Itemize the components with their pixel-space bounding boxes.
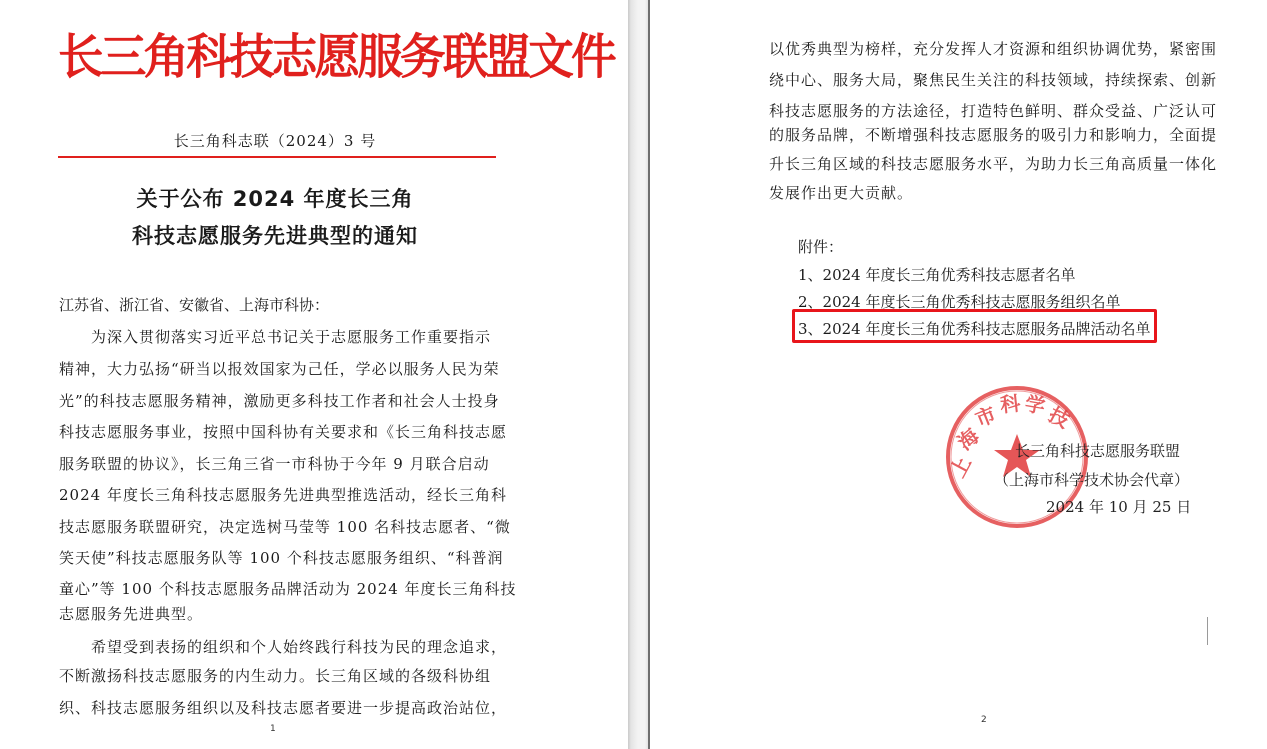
body-line: 为深入贯彻落实习近平总书记关于志愿服务工作重要指示 [91,328,492,346]
body-line: 绕中心、服务大局，聚焦民生关注的科技领域，持续探索、创新 [769,71,1218,89]
page-number: 1 [270,724,276,734]
attachment-item: 1、2024 年度长三角优秀科技志愿者名单 [798,266,1076,284]
document-header: 长三角科技志愿服务联盟文件 [58,29,614,85]
body-line: 志愿服务先进典型。 [59,605,204,623]
seal-char: 学 [1023,391,1047,419]
attachment-item: 2、2024 年度长三角优秀科技志愿服务组织名单 [798,293,1121,311]
body-line: 笑天使”科技志愿服务队等 100 个科技志愿服务组织、“科普润 [59,549,504,567]
document-page-2 [650,0,1267,749]
document-page-1 [0,0,628,749]
addressee: 江苏省、浙江省、安徽省、上海市科协： [59,296,330,314]
body-line: 精神，大力弘扬“研当以报效国家为己任，学必以服务人民为荣 [59,360,500,378]
body-line: 发展作出更大贡献。 [769,184,914,202]
seal-char: 科 [999,391,1022,417]
header-divider [58,156,496,158]
edge-mark [1207,617,1208,645]
body-line: 不断激扬科技志愿服务的内生动力。长三角区域的各级科协组 [59,667,492,685]
body-line: 织、科技志愿服务组织以及科技志愿者要进一步提高政治站位， [59,699,508,717]
seal-char: 上 [945,452,976,482]
body-line: 科技志愿服务的方法途径，打造特色鲜明、群众受益、广泛认可 [769,102,1218,120]
body-line: 科技志愿服务事业，按照中国科协有关要求和《长三角科技志愿 [59,423,508,441]
body-line: 服务联盟的协议》，长三角三省一市科协于今年 9 月联合启动 [59,455,490,473]
title-line-2: 科技志愿服务先进典型的通知 [132,224,418,248]
body-line: 的服务品牌，不断增强科技志愿服务的吸引力和影响力，全面提 [769,126,1218,144]
signature: 长三角科技志愿服务联盟 [1015,442,1181,460]
body-line: 希望受到表扬的组织和个人始终践行科技为民的理念追求， [91,638,508,656]
page-number: 2 [981,715,987,725]
body-line: 2024 年度长三角科技志愿服务先进典型推选活动，经长三角科 [59,486,507,504]
attachments-label: 附件： [798,238,844,256]
body-line: 以优秀典型为榜样，充分发挥人才资源和组织协调优势，紧密围 [769,40,1218,58]
highlight-box [792,309,1157,343]
issue-date: 2024 年 10 月 25 日 [1046,498,1192,516]
body-line: 升长三角区域的科技志愿服务水平，为助力长三角高质量一体化 [769,155,1218,173]
seal-char: 海 [952,423,984,455]
body-line: 光”的科技志愿服务精神，激励更多科技工作者和社会人士投身 [59,392,500,410]
seal-char: 技 [1044,402,1074,433]
body-line: 童心”等 100 个科技志愿服务品牌活动为 2024 年度长三角科技 [59,580,517,598]
body-line: 技志愿服务联盟研究，决定选树马莹等 100 名科技志愿者、“微 [59,518,511,536]
document-number: 长三角科志联（2024）3 号 [173,132,377,150]
page-gutter [628,0,650,749]
attachment-item-highlighted: 3、2024 年度长三角优秀科技志愿服务品牌活动名单 [798,320,1151,338]
signature-note: （上海市科学技术协会代章） [994,471,1190,489]
seal-char: 市 [971,401,1000,432]
title-line-1: 关于公布 2024 年度长三角 [136,187,414,211]
